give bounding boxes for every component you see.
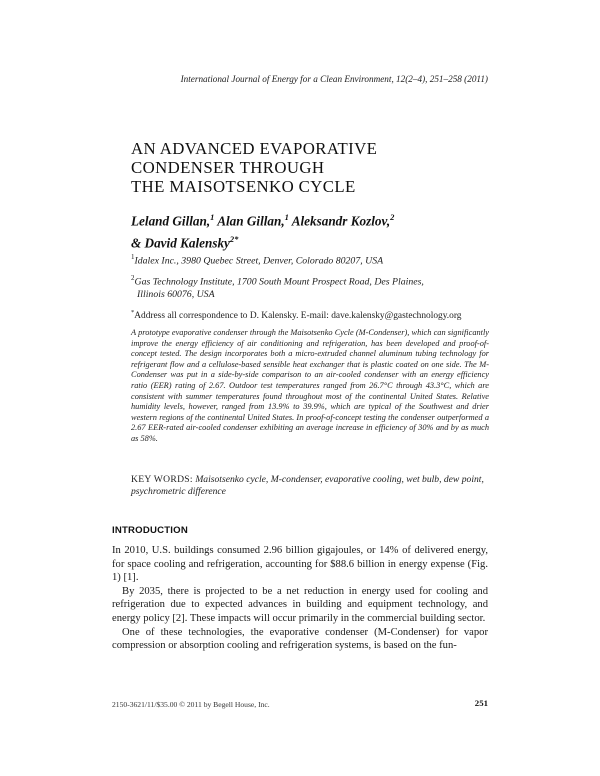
correspondence-mark: *	[131, 309, 135, 316]
affiliation-mark: 1	[131, 253, 135, 261]
keywords	[131, 474, 489, 498]
author-name: Alan Gillan,	[217, 213, 285, 229]
author-affiliation-mark: 1	[210, 212, 215, 222]
affiliation-text-continued: Illinois 60076, USA	[137, 289, 215, 301]
title-line-3: THE MAISOTSENKO CYCLE	[131, 177, 356, 196]
affiliation-2	[131, 272, 501, 301]
paragraph: In 2010, U.S. buildings consumed 2.96 billion gigajoules, or 14% of delivered energy, for space cooling and refrigeration, accounting for $88.6 billion in energy expense (Fig. 1) [1].	[112, 545, 488, 584]
affiliation-text: Gas Technology Institute, 1700 South Mount Prospect Road, Des Plaines,	[134, 276, 424, 288]
affiliation-text: Idalex Inc., 3980 Quebec Street, Denver, Colorado 80207, USA	[134, 255, 384, 267]
author-name: & David Kalensky	[131, 235, 230, 251]
affiliation-mark: 2	[131, 274, 135, 282]
author-list	[131, 208, 491, 253]
section-heading-introduction: INTRODUCTION	[112, 525, 188, 536]
author-name: Aleksandr Kozlov,	[291, 213, 391, 229]
author-name: Leland Gillan,	[131, 213, 211, 229]
author-affiliation-mark: 2	[390, 212, 395, 222]
author-affiliation-mark: 1	[284, 212, 289, 222]
author-affiliation-mark: 2*	[229, 234, 239, 245]
abstract: A prototype evaporative condenser through the Maisotsenko Cycle (M-Condenser), which can significantly improve the energy efficiency of air conditioning and refrigeration, has been developed and proof-of-concept tested. The design incorporates both a micro-extruded channel aluminum tubing technology for refrigerant flow and a cellulose-based sensible heat exchanger that is plastic coated on one side. The M-Condenser was put in a side-by-side comparison to an air-cooled condenser with an energy efficiency ratio (EER) rating of 2.67. Outdoor test temperatures ranged from 26.7°C through 43.3°C, which are consistent with summer temperatures found throughout most of the continental United States. Relative humidity levels, however, ranged from 13.9% to 39.9%, which are typical of the Southwest and drier western regions of the continental United States. In proof-of-concept testing the condenser outperformed a 2.67 EER-rated air-cooled condenser exhibiting an average increase in efficiency of 30% and by as much as 58%.	[131, 328, 489, 443]
correspondence-note	[131, 309, 491, 321]
paragraph: One of these technologies, the evaporative condenser (M-Condenser) for vapor compression or absorption cooling and refrigeration systems, is based on the fun-	[112, 626, 488, 652]
title-line-1: AN ADVANCED EVAPORATIVE	[131, 139, 378, 158]
affiliation-1	[131, 251, 501, 267]
paragraph: By 2035, there is projected to be a net reduction in energy used for cooling and refrigeration due to expected advances in building and equipment technology, and energy policy [2]. These impacts will occur primarily in the commercial building sector.	[112, 585, 488, 624]
keywords-text: Maisotsenko cycle, M-condenser, evaporative cooling, wet bulb, dew point, psychrometric difference	[131, 474, 484, 497]
article-title	[131, 139, 491, 196]
title-line-2: CONDENSER THROUGH	[131, 158, 325, 177]
footer-copyright: 2150-3621/11/$35.00 © 2011 by Begell House, Inc.	[112, 700, 270, 709]
journal-citation: International Journal of Energy for a Clean Environment, 12(2–4), 251–258 (2011)	[180, 74, 488, 84]
keywords-label: KEY WORDS:	[131, 474, 193, 485]
correspondence-text: Address all correspondence to D. Kalensky. E-mail: dave.kalensky@gastechnology.org	[134, 311, 462, 322]
page-number: 251	[474, 698, 488, 708]
introduction-body	[112, 544, 488, 653]
